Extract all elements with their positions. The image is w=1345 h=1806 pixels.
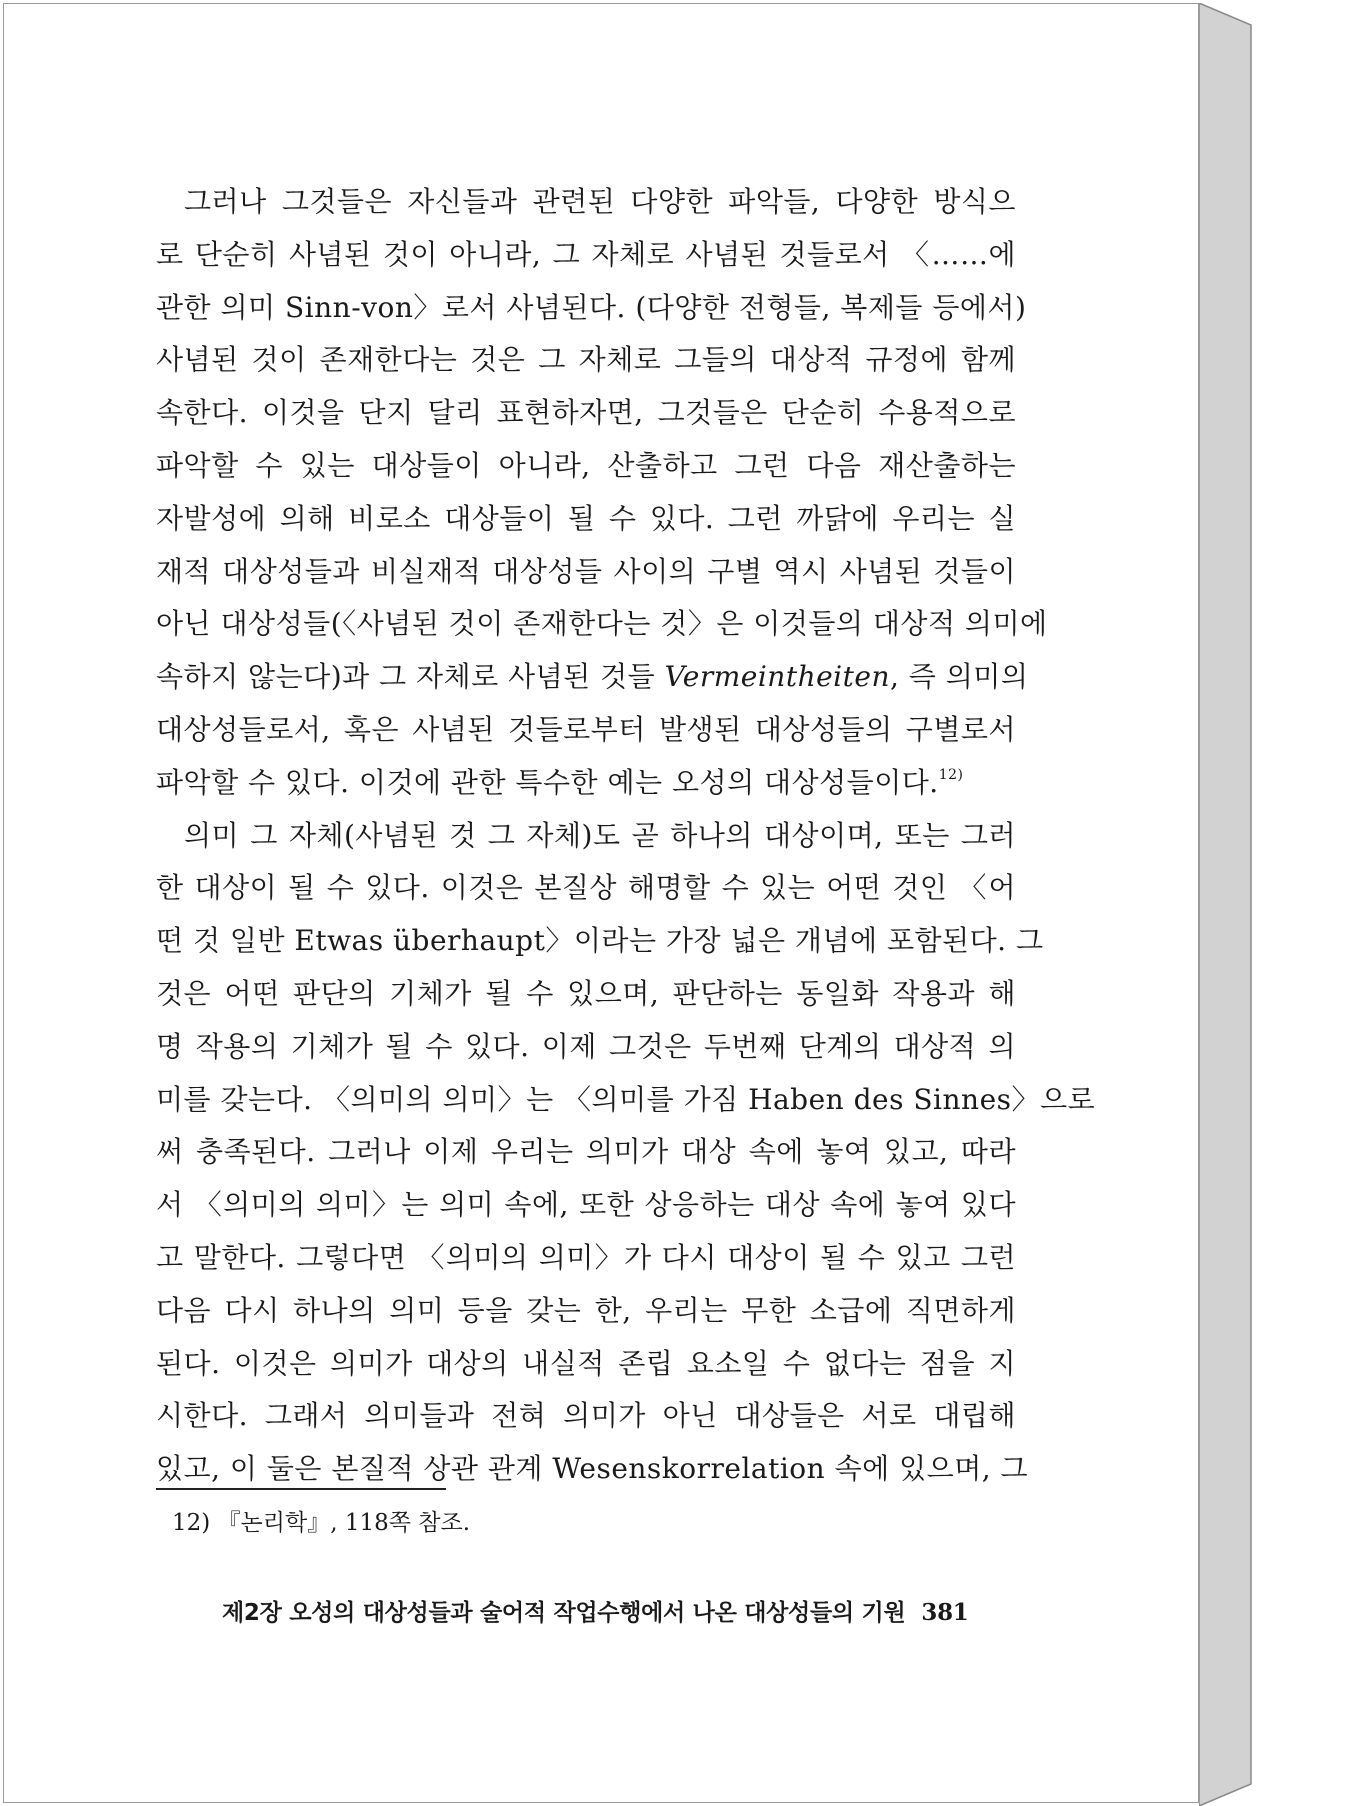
text-line: 사념된 것이 존재한다는 것은 그 자체로 그들의 대상적 규정에 함께 [156, 343, 1016, 377]
body-text [156, 176, 1096, 1496]
text-line-with-italic [156, 651, 1029, 704]
text-line: 재적 대상성들과 비실재적 대상성들 사이의 구별 역시 사념된 것들이 [156, 554, 1016, 588]
text-line: 시한다. 그래서 의미들과 전혀 의미가 아닌 대상들은 서로 대립해 [156, 1399, 1016, 1433]
chapter-title: 제2장 오성의 대상성들과 술어적 작업수행에서 나온 대상성들의 기원 [222, 1600, 906, 1626]
text-line-with-footnote [156, 757, 1016, 810]
footnote-reference[interactable]: 12) [938, 766, 964, 783]
text-line: 서 〈의미의 의미〉는 의미 속에, 또한 상응하는 대상 속에 놓여 있다 [156, 1188, 1016, 1222]
text-line: 속한다. 이것을 단지 달리 표현하자면, 그것들은 단순히 수용적으로 [156, 396, 1016, 430]
text-line: 파악할 수 있는 대상들이 아니라, 산출하고 그런 다음 재산출하는 [156, 448, 1016, 482]
running-footer [222, 1598, 968, 1628]
text-segment: 파악할 수 있다. 이것에 관한 특수한 예는 오성의 대상성들이다. [156, 765, 939, 799]
book-spine-shape [1199, 3, 1345, 1806]
text-line: 로 단순히 사념된 것이 아니라, 그 자체로 사념된 것들로서 〈……에 [156, 237, 1016, 271]
text-segment: 속하지 않는다)과 그 자체로 사념된 것들 [156, 660, 656, 694]
text-line: 대상성들로서, 혹은 사념된 것들로부터 발생된 대상성들의 구별로서 [156, 712, 1016, 746]
page-number: 381 [921, 1599, 969, 1626]
text-line: 한 대상이 될 수 있다. 이것은 본질상 해명할 수 있는 어떤 것인 〈어 [156, 871, 1016, 905]
text-line: 의미 그 자체(사념된 것 그 자체)도 곧 하나의 대상이며, 또는 그러 [184, 818, 1016, 852]
text-line: 명 작용의 기체가 될 수 있다. 이제 그것은 두번째 단계의 대상적 의 [156, 1029, 1016, 1063]
text-line: 고 말한다. 그렇다면 〈의미의 의미〉가 다시 대상이 될 수 있고 그런 [156, 1240, 1016, 1274]
text-line: 미를 갖는다. 〈의미의 의미〉는 〈의미를 가짐 Haben des Sinnes〉으로 [156, 1082, 1096, 1116]
text-line: 다음 다시 하나의 의미 등을 갖는 한, 우리는 무한 소급에 직면하게 [156, 1293, 1016, 1327]
text-line: 것은 어떤 판단의 기체가 될 수 있으며, 판단하는 동일화 작용과 해 [156, 976, 1016, 1010]
text-line: 아닌 대상성들(〈사념된 것이 존재한다는 것〉은 이것들의 대상적 의미에 [156, 607, 1048, 641]
text-segment: , 즉 의미의 [890, 660, 1029, 694]
text-line: 자발성에 의해 비로소 대상들이 될 수 있다. 그런 까닭에 우리는 실 [156, 501, 1016, 535]
footnote-divider [156, 1488, 446, 1490]
text-line: 된다. 이것은 의미가 대상의 내실적 존립 요소일 수 없다는 점을 지 [156, 1346, 1016, 1380]
text-line: 떤 것 일반 Etwas überhaupt〉이라는 가장 넓은 개념에 포함된다. 그 [156, 924, 1044, 958]
text-line: 있고, 이 둘은 본질적 상관 관계 Wesenskorrelation 속에 있으며, 그 [156, 1452, 1029, 1486]
text-line: 관한 의미 Sinn-von〉로서 사념된다. (다양한 전형들, 복제들 등에서) [156, 290, 1027, 324]
footnote-text: 12) 『논리학』, 118쪽 참조. [172, 1510, 471, 1536]
text-line: 써 충족된다. 그러나 이제 우리는 의미가 대상 속에 놓여 있고, 따라 [156, 1135, 1016, 1169]
text-line: 그러나 그것들은 자신들과 관련된 다양한 파악들, 다양한 방식으 [184, 185, 1016, 218]
italic-term: Vermeintheiten [664, 660, 890, 694]
